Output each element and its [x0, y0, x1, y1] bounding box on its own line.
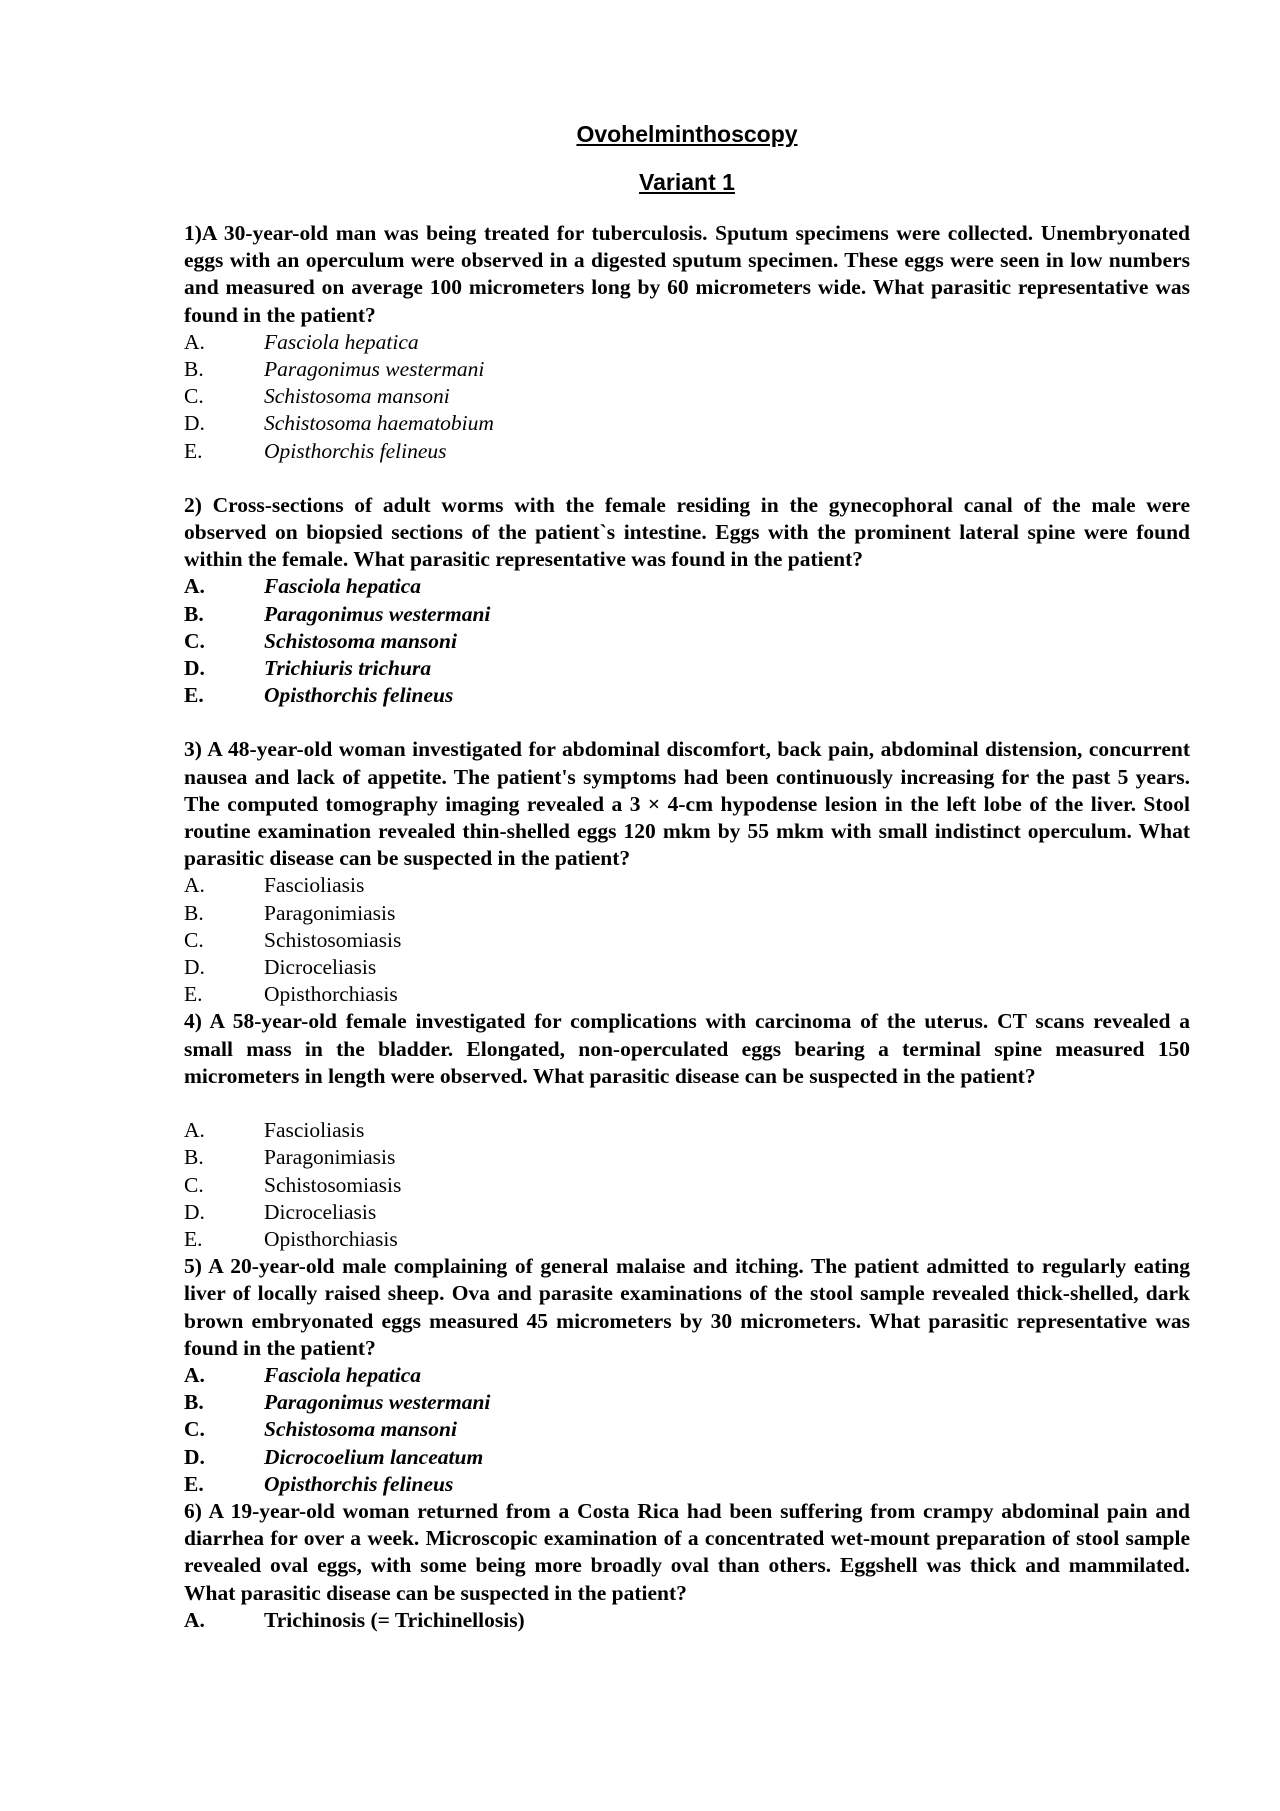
options-list: [184, 1362, 1190, 1498]
option-e: [184, 1471, 1190, 1498]
options-list: [184, 329, 1190, 465]
question-text: 1)A 30-year-old man was being treated for tuberculosis. Sputum specimens were collected. Unembryonated eggs with an operculum were observed in a digested sputum specimen. These eggs were seen in low numbers and measured on average 100 micrometers long by 60 micrometers wide. What parasitic representative was found in the patient?: [184, 221, 1190, 327]
option-d: [184, 954, 1190, 981]
option-text: Paragonimus westermani: [264, 1390, 491, 1415]
option-b: [184, 900, 1190, 927]
option-letter: E.: [184, 1471, 204, 1496]
option-letter: D.: [184, 656, 205, 681]
variant-heading: Variant 1: [639, 169, 735, 195]
option-letter: B.: [184, 357, 204, 382]
option-letter: D.: [184, 1199, 205, 1224]
option-letter: C.: [184, 628, 205, 653]
question-6: [184, 1498, 1190, 1634]
option-letter: C.: [184, 384, 204, 409]
option-d: [184, 410, 1190, 437]
option-a: [184, 329, 1190, 356]
option-b: [184, 356, 1190, 383]
option-letter: E.: [184, 1226, 203, 1251]
option-letter: D.: [184, 955, 205, 980]
option-letter: C.: [184, 1172, 204, 1197]
options-list: [184, 872, 1190, 1008]
option-text: Schistosoma mansoni: [264, 384, 450, 409]
option-text: Schistosomiasis: [264, 1172, 402, 1197]
document-title: Ovohelminthoscopy: [576, 121, 798, 147]
option-letter: B.: [184, 1145, 204, 1170]
option-text: Opisthorchiasis: [264, 982, 398, 1007]
option-letter: E.: [184, 683, 204, 708]
option-text: Opisthorchis felineus: [264, 438, 447, 463]
question-text: 3) A 48-year-old woman investigated for abdominal discomfort, back pain, abdominal distension, concurrent nausea and lack of appetite. The patient's symptoms had been continuously increasing for the past 5 years. The computed tomography imaging revealed a 3 × 4-cm hypodense lesion in the left lobe of the liver. Stool routine examination revealed thin-shelled eggs 120 mkm by 55 mkm with small indistinct operculum. What parasitic disease can be suspected in the patient?: [184, 737, 1190, 871]
question-text: 4) A 58-year-old female investigated for complications with carcinoma of the uterus. CT scans revealed a small mass in the bladder. Elongated, non-operculated eggs bearing a terminal spine measured 150 micrometers in length were observed. What parasitic disease can be suspected in the patient?: [184, 1009, 1190, 1088]
option-d: [184, 1444, 1190, 1471]
question-3: [184, 736, 1190, 1008]
option-b: [184, 1144, 1190, 1171]
question-text: 5) A 20-year-old male complaining of general malaise and itching. The patient admitted to regularly eating liver of locally raised sheep. Ova and parasite examinations of the stool sample revealed thick-shelled, dark brown embryonated eggs measured 45 micrometers by 30 micrometers. What parasitic representative was found in the patient?: [184, 1254, 1190, 1360]
option-letter: C.: [184, 927, 204, 952]
option-b: [184, 1389, 1190, 1416]
question-4: [184, 1008, 1190, 1253]
option-letter: D.: [184, 1444, 205, 1469]
option-c: [184, 927, 1190, 954]
question-1: [184, 220, 1190, 465]
option-text: Paragonimus westermani: [264, 601, 491, 626]
option-text: Fascioliasis: [264, 1118, 365, 1143]
option-text: Trichinosis (= Trichinellosis): [264, 1607, 525, 1632]
option-a: [184, 1607, 1190, 1634]
option-letter: A.: [184, 1362, 205, 1387]
option-letter: A.: [184, 574, 205, 599]
option-e: [184, 682, 1190, 709]
option-letter: B.: [184, 900, 204, 925]
option-text: Dicroceliasis: [264, 1199, 377, 1224]
option-text: Schistosoma mansoni: [264, 628, 457, 653]
option-letter: D.: [184, 411, 205, 436]
option-letter: A.: [184, 873, 205, 898]
option-text: Schistosomiasis: [264, 927, 402, 952]
option-text: Opisthorchis felineus: [264, 1471, 454, 1496]
option-text: Fascioliasis: [264, 873, 365, 898]
option-text: Paragonimiasis: [264, 1145, 396, 1170]
option-c: [184, 383, 1190, 410]
option-text: Fasciola hepatica: [264, 574, 422, 599]
option-e: [184, 981, 1190, 1008]
option-text: Opisthorchiasis: [264, 1226, 398, 1251]
option-text: Fasciola hepatica: [264, 1362, 422, 1387]
option-letter: C.: [184, 1417, 205, 1442]
option-text: Paragonimiasis: [264, 900, 396, 925]
options-list: [184, 573, 1190, 709]
option-text: Dicroceliasis: [264, 955, 377, 980]
option-letter: A.: [184, 329, 205, 354]
option-text: Trichiuris trichura: [264, 656, 432, 681]
option-letter: B.: [184, 1390, 204, 1415]
option-c: [184, 1172, 1190, 1199]
option-d: [184, 655, 1190, 682]
question-2: [184, 492, 1190, 710]
option-e: [184, 438, 1190, 465]
option-e: [184, 1226, 1190, 1253]
option-text: Schistosoma mansoni: [264, 1417, 457, 1442]
option-letter: A.: [184, 1118, 205, 1143]
document-page: [184, 120, 1190, 1634]
option-text: Dicrocoelium lanceatum: [264, 1444, 484, 1469]
option-a: [184, 1362, 1190, 1389]
question-text: 6) A 19-year-old woman returned from a Costa Rica had been suffering from crampy abdominal pain and diarrhea for over a week. Microscopic examination of a concentrated wet-mount preparation of stool sample revealed oval eggs, with some being more broadly oval than others. Eggshell was thick and mammilated. What parasitic disease can be suspected in the patient?: [184, 1498, 1190, 1605]
option-a: [184, 573, 1190, 600]
option-d: [184, 1199, 1190, 1226]
option-c: [184, 1416, 1190, 1443]
option-text: Fasciola hepatica: [264, 329, 419, 354]
option-letter: E.: [184, 982, 203, 1007]
option-text: Paragonimus westermani: [264, 357, 485, 382]
option-text: Opisthorchis felineus: [264, 683, 454, 708]
option-b: [184, 601, 1190, 628]
option-letter: B.: [184, 601, 204, 626]
option-letter: E.: [184, 438, 203, 463]
option-c: [184, 628, 1190, 655]
question-5: [184, 1253, 1190, 1498]
option-a: [184, 872, 1190, 899]
question-text: 2) Cross-sections of adult worms with the female residing in the gynecophoral canal of the male were observed on biopsied sections of the patient`s intestine. Eggs with the prominent lateral spine were found within the female. What parasitic representative was found in the patient?: [184, 492, 1190, 572]
option-text: Schistosoma haematobium: [264, 411, 494, 436]
option-a: [184, 1117, 1190, 1144]
options-list: [184, 1607, 1190, 1634]
options-list: [184, 1117, 1190, 1253]
option-letter: A.: [184, 1607, 205, 1632]
